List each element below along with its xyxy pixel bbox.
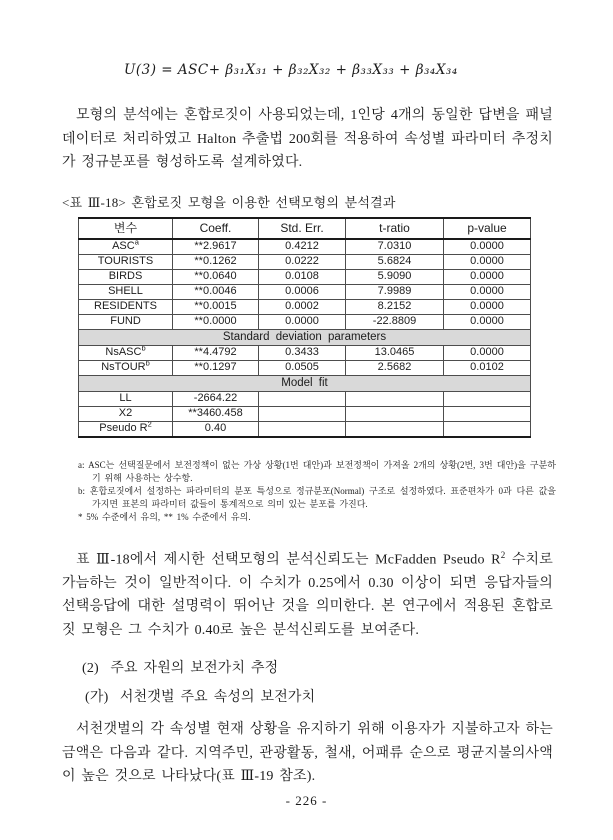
cell-variable: RESIDENTS xyxy=(79,299,173,314)
cell-empty xyxy=(259,421,346,437)
cell-tratio: -22.8809 xyxy=(346,314,444,329)
cell-stderr: 0.0000 xyxy=(259,314,346,329)
cell-empty xyxy=(444,391,531,406)
paragraph-model-description: 모형의 분석에는 혼합로짓이 사용되었는데, 1인당 4개의 동일한 답변을 패널데이터로 처리하였고 Halton 추출법 200회를 적용하여 속성별 파라미터 추정치가 정규분포를 형성하도록 설계하였다. xyxy=(62,108,553,170)
cell-tratio: 13.0465 xyxy=(346,345,444,360)
section-heading-ga: (가) 서천갯벌 주요 속성의 보전가치 xyxy=(85,690,316,706)
cell-tratio: 5.9090 xyxy=(346,269,444,284)
table-row xyxy=(79,239,531,255)
cell-pvalue: 0.0000 xyxy=(444,345,531,360)
section-row-fit xyxy=(79,375,531,391)
cell-stderr: 0.0002 xyxy=(259,299,346,314)
table-row xyxy=(79,345,531,360)
cell-stderr: 0.3433 xyxy=(259,345,346,360)
cell-variable: NsASC$^b$ xyxy=(79,345,173,360)
header-tratio: t-ratio xyxy=(346,218,444,239)
section-row-sd xyxy=(79,329,531,345)
cell-variable: SHELL xyxy=(79,284,173,299)
cell-coeff: **0.1262 xyxy=(173,254,259,269)
cell-variable: NsTOUR$^b$ xyxy=(79,360,173,375)
results-table xyxy=(78,217,531,438)
cell-pvalue: 0.0102 xyxy=(444,360,531,375)
page-number: - 226 - xyxy=(285,793,328,808)
cell-variable: BIRDS xyxy=(79,269,173,284)
footnote-a-label: a: xyxy=(78,459,85,470)
table-row xyxy=(79,284,531,299)
header-variable: 변수 xyxy=(79,218,173,239)
table-caption: <표 Ⅲ-18> 혼합로짓 모형을 이용한 선택모형의 분석결과 xyxy=(62,194,396,210)
cell-coeff: -2664.22 xyxy=(173,391,259,406)
table-row xyxy=(79,314,531,329)
table-row xyxy=(79,406,531,421)
footnote-b-label: b: xyxy=(78,485,86,496)
cell-empty xyxy=(346,421,444,437)
cell-tratio: 5.6824 xyxy=(346,254,444,269)
significance-note: * 5% 수준에서 유의, ** 1% 수준에서 유의. xyxy=(78,511,251,522)
table-row xyxy=(79,299,531,314)
cell-tratio: 7.9989 xyxy=(346,284,444,299)
cell-stderr: 0.0006 xyxy=(259,284,346,299)
cell-empty xyxy=(346,406,444,421)
cell-tratio: 2.5682 xyxy=(346,360,444,375)
cell-tratio: 7.0310 xyxy=(346,239,444,255)
cell-coeff: **0.0015 xyxy=(173,299,259,314)
section-heading-2: (2) 주요 자원의 보전가치 추정 xyxy=(82,661,279,677)
table-footnotes xyxy=(78,459,556,524)
header-coeff: Coeff. xyxy=(173,218,259,239)
section-label-fit: Model fit xyxy=(79,375,531,391)
footnote-a xyxy=(78,459,556,485)
cell-pvalue: 0.0000 xyxy=(444,314,531,329)
table-row xyxy=(79,421,531,437)
cell-variable: LL xyxy=(79,391,173,406)
cell-stderr: 0.0222 xyxy=(259,254,346,269)
cell-variable: TOURISTS xyxy=(79,254,173,269)
table-row xyxy=(79,269,531,284)
table-row xyxy=(79,254,531,269)
cell-coeff: **4.4792 xyxy=(173,345,259,360)
header-stderr: Std. Err. xyxy=(259,218,346,239)
footnote-b-text: 혼합로짓에서 설정하는 파라미터의 분포 특성으로 정규분포(Normal) 구조로 설정하였다. 표준편차가 0과 다른 값을 가지면 표본의 파라미터 값들이 통계적으로 의미 있는 분포를 가진다. xyxy=(85,485,556,509)
cell-coeff: **0.0640 xyxy=(173,269,259,284)
footnote-a-text: ASC는 선택질문에서 보전정책이 없는 가상 상황(1번 대안)과 보전정책이 가져올 2개의 상황(2번, 3번 대안)을 구분하기 위해 사용하는 상수항. xyxy=(84,459,556,483)
r-squared-superscript: 2 xyxy=(500,549,506,560)
cell-stderr: 0.0505 xyxy=(259,360,346,375)
cell-pvalue: 0.0000 xyxy=(444,299,531,314)
table-header-row xyxy=(79,218,531,239)
cell-empty xyxy=(444,406,531,421)
cell-variable: Pseudo $R^2$ xyxy=(79,421,173,437)
cell-pvalue: 0.0000 xyxy=(444,254,531,269)
footnote-b xyxy=(78,485,556,511)
cell-coeff: **3460.458 xyxy=(173,406,259,421)
cell-coeff: **0.0046 xyxy=(173,284,259,299)
cell-pvalue: 0.0000 xyxy=(444,239,531,255)
cell-pvalue: 0.0000 xyxy=(444,269,531,284)
paragraph-model-fit: 표 Ⅲ-18에서 제시한 선택모형의 분석신뢰도는 McFadden Pseudo $R^2$ 수치로 가늠하는 것이 일반적이다. 이 수치가 0.25에서 0.30 이상이 되면 응답자들의 선택응답에 대한 설명력이 뛰어난 것을 의미한다. 본 연구에서 적용된 혼합로짓 모형은 그 수치가 0.40로 높은 분석신뢰도를 보여준다. xyxy=(62,549,553,638)
section-label-sd: Standard deviation parameters xyxy=(79,329,531,345)
table-row xyxy=(79,360,531,375)
header-pvalue: p-value xyxy=(444,218,531,239)
cell-empty xyxy=(259,391,346,406)
cell-coeff: 0.40 xyxy=(173,421,259,437)
cell-variable: X2 xyxy=(79,406,173,421)
paragraph-wtp: 서천갯벌의 각 속성별 현재 상황을 유지하기 위해 이용자가 지불하고자 하는 금액은 다음과 같다. 지역주민, 관광활동, 철새, 어패류 순으로 평균지불의사액이 높은 것으로 나타났다(표 Ⅲ-19 참조). xyxy=(62,722,553,785)
cell-empty xyxy=(444,421,531,437)
cell-coeff: **0.0000 xyxy=(173,314,259,329)
table-row xyxy=(79,391,531,406)
cell-coeff: **0.1297 xyxy=(173,360,259,375)
cell-pvalue: 0.0000 xyxy=(444,284,531,299)
cell-stderr: 0.4212 xyxy=(259,239,346,255)
cell-empty xyxy=(346,391,444,406)
cell-variable: ASC$^a$ xyxy=(79,239,173,255)
cell-empty xyxy=(259,406,346,421)
cell-stderr: 0.0108 xyxy=(259,269,346,284)
cell-variable: FUND xyxy=(79,314,173,329)
cell-tratio: 8.2152 xyxy=(346,299,444,314)
utility-equation: U(3) = ASC+ β₃₁X₃₁ + β₃₂X₃₂ + β₃₃X₃₃ + β₃₄X₃₄ xyxy=(124,62,458,78)
cell-coeff: **2.9617 xyxy=(173,239,259,255)
